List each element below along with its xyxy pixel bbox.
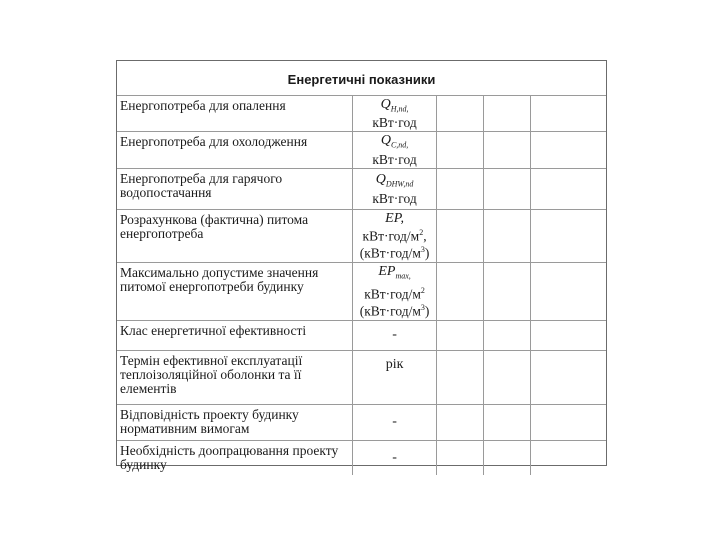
cell-empty	[530, 350, 606, 404]
row-unit-line: кВт·год/м	[364, 286, 421, 302]
cell-empty	[437, 262, 484, 320]
cell-empty	[530, 320, 606, 350]
row-unit-sup: 3	[420, 245, 425, 255]
cell-empty	[437, 350, 484, 404]
row-symbol-sub: max,	[395, 271, 411, 281]
row-symbol-sub: H,nd,	[390, 104, 409, 114]
row-symbol-sub: DHW,nd	[385, 179, 414, 189]
row-unit-tail: )	[424, 303, 430, 319]
row-unit-text: кВт·год	[372, 190, 417, 206]
row-unit	[353, 95, 437, 132]
cell-empty	[530, 440, 606, 475]
row-unit-line: (кВт·год/м	[359, 303, 421, 319]
cell-empty	[483, 132, 530, 169]
cell-empty	[483, 320, 530, 350]
cell-empty	[483, 168, 530, 209]
cell-empty	[530, 168, 606, 209]
table-row	[117, 350, 606, 404]
row-unit-tail: )	[424, 245, 430, 261]
row-name: Максимально допустиме значення питомої енергопотреби будинку	[117, 262, 353, 320]
table-row	[117, 320, 606, 350]
row-unit-line: (кВт·год/м	[359, 245, 421, 261]
cell-empty	[437, 132, 484, 169]
cell-empty	[437, 404, 484, 440]
row-symbol: Q	[380, 133, 391, 149]
row-name: Енергопотреба для гарячого водопостачання	[117, 168, 353, 209]
table-row	[117, 404, 606, 440]
row-symbol: Q	[380, 96, 391, 112]
table-row	[117, 168, 606, 209]
table-title: Енергетичні показники	[117, 61, 606, 95]
row-value: -	[353, 320, 437, 350]
row-unit-tail: ,	[423, 228, 427, 244]
table-row	[117, 95, 606, 132]
cell-empty	[530, 209, 606, 262]
row-value: рік	[353, 350, 437, 404]
cell-empty	[437, 209, 484, 262]
table-header-row	[117, 61, 606, 95]
cell-empty	[483, 209, 530, 262]
table-row	[117, 440, 606, 475]
cell-empty	[437, 168, 484, 209]
row-unit-sup: 3	[420, 303, 425, 313]
cell-empty	[530, 95, 606, 132]
row-unit-text: кВт·год	[372, 151, 417, 167]
row-unit	[353, 132, 437, 169]
row-name: Термін ефективної експлуатації теплоізоляційної оболонки та її елементів	[117, 350, 353, 404]
row-symbol: EP,	[385, 210, 404, 226]
row-unit-line: кВт·год/м	[362, 228, 420, 244]
table-row	[117, 132, 606, 169]
row-unit	[353, 168, 437, 209]
cell-empty	[483, 440, 530, 475]
cell-empty	[530, 404, 606, 440]
row-unit	[353, 209, 437, 262]
row-symbol-sub: C,nd,	[390, 140, 409, 150]
row-value: -	[353, 404, 437, 440]
cell-empty	[483, 95, 530, 132]
row-unit	[353, 262, 437, 320]
row-symbol: Q	[375, 172, 386, 188]
row-unit-sup: 2	[420, 285, 425, 295]
cell-empty	[483, 262, 530, 320]
row-symbol: EP	[378, 263, 396, 279]
cell-empty	[437, 95, 484, 132]
cell-empty	[530, 262, 606, 320]
table-row	[117, 262, 606, 320]
row-name: Відповідність проекту будинку нормативним вимогам	[117, 404, 353, 440]
row-unit-text: кВт·год	[372, 115, 417, 131]
row-unit-sup: 2	[419, 227, 424, 237]
cell-empty	[437, 320, 484, 350]
cell-empty	[530, 132, 606, 169]
row-value: -	[353, 440, 437, 475]
row-name: Необхідність доопрацювання проекту будинку	[117, 440, 353, 475]
energy-indicators-sheet	[116, 60, 607, 472]
row-name: Клас енергетичної ефективності	[117, 320, 353, 350]
cell-empty	[437, 440, 484, 475]
row-name: Енергопотреба для охолодження	[117, 132, 353, 169]
row-name: Енергопотреба для опалення	[117, 95, 353, 132]
cell-empty	[483, 404, 530, 440]
row-name: Розрахункова (фактична) питома енергопотреба	[117, 209, 353, 262]
table-row	[117, 209, 606, 262]
cell-empty	[483, 350, 530, 404]
energy-indicators-table	[117, 61, 606, 475]
